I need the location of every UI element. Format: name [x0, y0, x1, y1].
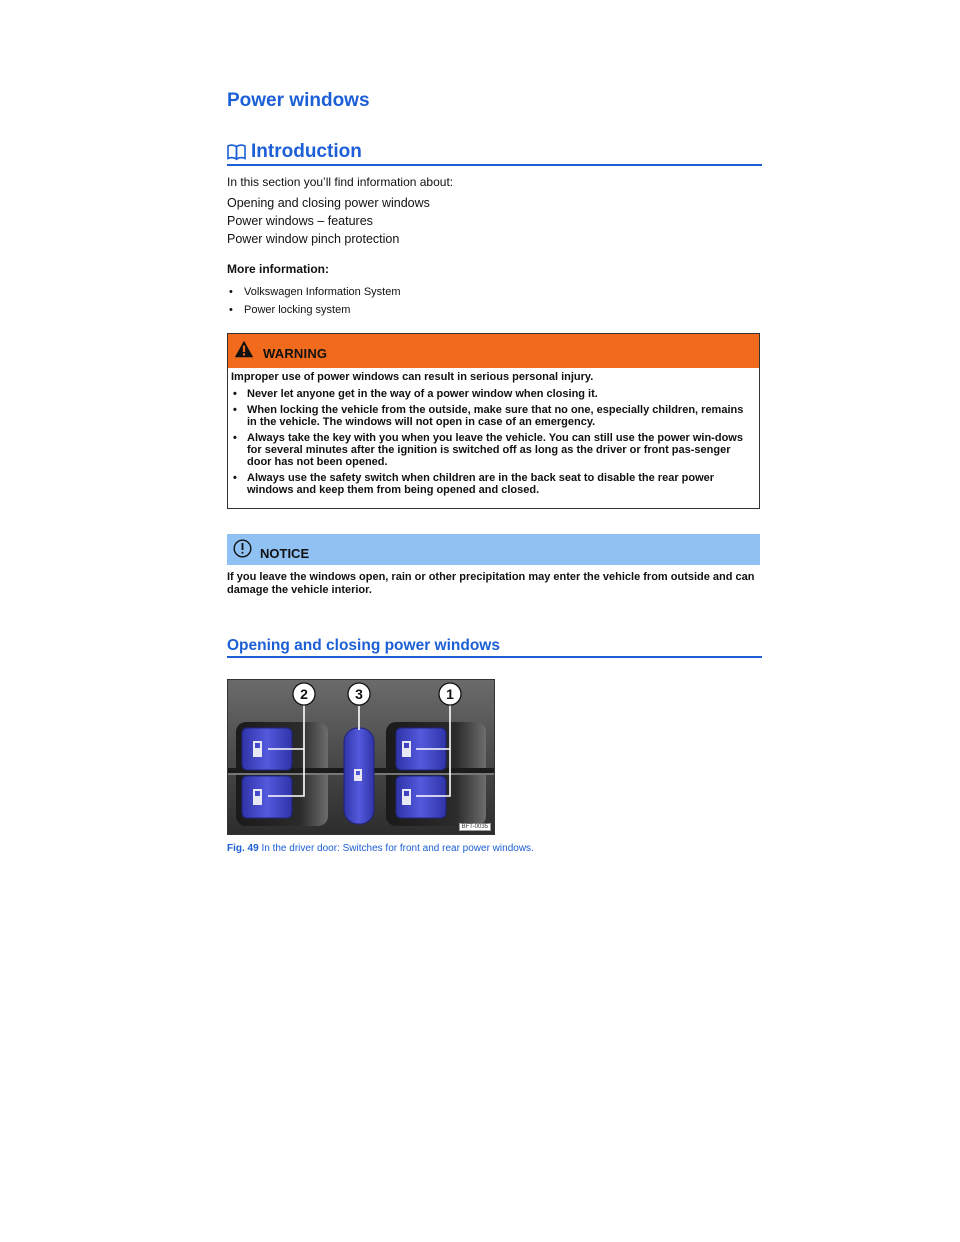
more-information-item: • Power locking system	[227, 301, 401, 319]
intro-link-item[interactable]: Power windows – features	[227, 214, 373, 228]
notice-box	[227, 534, 760, 597]
page-title: Power windows	[227, 90, 370, 111]
notice-header	[227, 534, 760, 565]
warning-triangle-icon	[234, 340, 254, 358]
callout-1: 1	[446, 686, 454, 702]
warning-list	[231, 388, 751, 496]
intro-lead: In this section you’ll find information about:	[227, 175, 454, 189]
figure-caption-text: In the driver door: Switches for front and rear power windows.	[258, 843, 534, 854]
warning-item: • When locking the vehicle from the outside, make sure that no one, especially children, remains in the vehicle. The windows will not open in case of an emergency.	[231, 404, 751, 428]
intro-link-list	[227, 194, 430, 248]
book-icon	[227, 143, 246, 161]
intro-heading-text: Introduction	[251, 141, 362, 162]
warning-lead: Improper use of power windows can result in serious personal injury.	[231, 371, 594, 383]
intro-link-item[interactable]: Opening and closing power windows	[227, 196, 430, 210]
warning-item: • Never let anyone get in the way of a power window when closing it.	[231, 388, 751, 400]
notice-text: If you leave the windows open, rain or other precipitation may enter the vehicle from outside and can damage the vehicle interior.	[227, 571, 755, 596]
switch-figure	[227, 679, 495, 835]
warning-box	[227, 333, 760, 509]
warning-item: • Always use the safety switch when children are in the back seat to disable the rear power windows and keep them from being opened and closed.	[231, 472, 751, 496]
more-information-item: • Volkswagen Information System	[227, 283, 401, 301]
more-information-list	[227, 283, 401, 319]
warning-body	[228, 368, 759, 496]
callout-2: 2	[300, 686, 308, 702]
section-heading-text: Opening and closing power windows	[227, 637, 500, 654]
warning-header	[228, 334, 759, 368]
section-heading	[227, 636, 762, 658]
intro-heading	[227, 140, 762, 166]
warning-item: • Always take the key with you when you leave the vehicle. You can still use the power win-dows for several minutes after the ignition is switched off as long as the driver or front pas-senger door has not been opened.	[231, 432, 751, 468]
notice-label: NOTICE	[260, 546, 310, 561]
exclamation-circle-icon	[233, 539, 252, 558]
figure-code: BFT-0035	[459, 823, 491, 831]
intro-link-item[interactable]: Power window pinch protection	[227, 232, 400, 246]
warning-label: WARNING	[263, 346, 328, 361]
figure-caption	[227, 843, 534, 854]
more-information-label: More information:	[227, 262, 329, 276]
callout-3: 3	[355, 686, 363, 702]
figure-number: Fig. 49	[227, 843, 259, 854]
switch-illustration	[228, 680, 495, 835]
